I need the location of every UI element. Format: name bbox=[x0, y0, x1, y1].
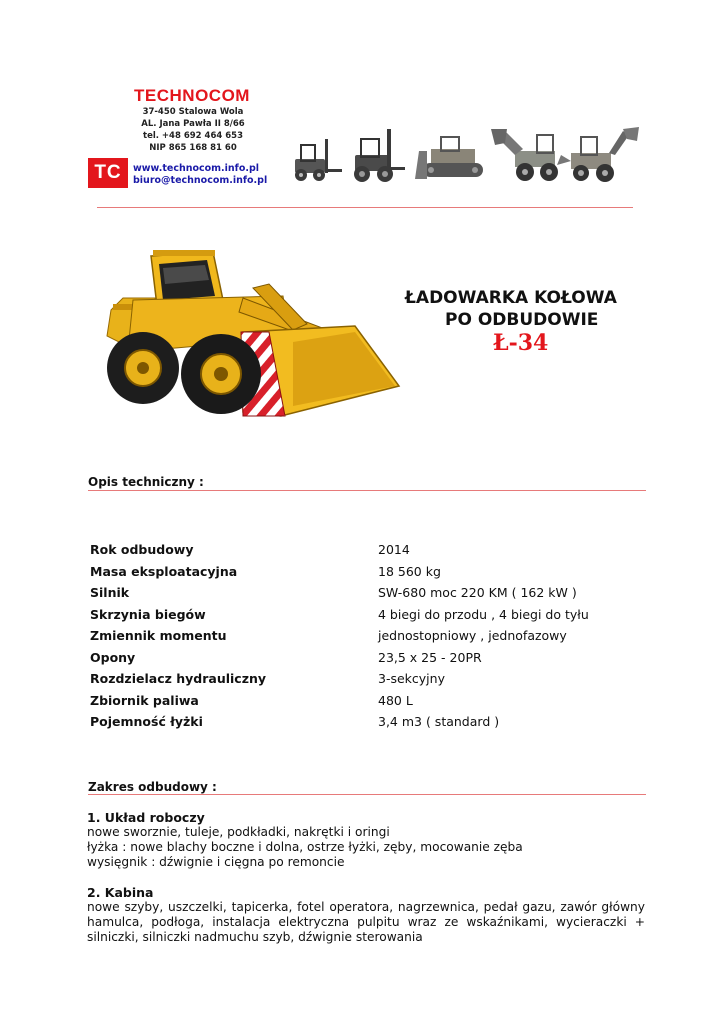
scope-section-cab bbox=[87, 885, 645, 945]
technical-divider bbox=[88, 490, 646, 491]
scope-paragraph: nowe szyby, uszczelki, tapicerka, fotel operatora, nagrzewnica, pedał gazu, zawór główny hamulca, podłoga, instalacja elektryczna pulpitu wraz ze wskaźnikami, wycieraczki + silniczki, silniczki nadmuchu szyb, dźwignie sterowania bbox=[87, 900, 645, 944]
spec-value: 3,4 m3 ( standard ) bbox=[378, 714, 500, 729]
address-line: 37-450 Stalowa Wola bbox=[142, 107, 244, 117]
scope-heading: Zakres odbudowy : bbox=[88, 780, 217, 794]
company-address bbox=[118, 106, 268, 154]
tc-logo: TC bbox=[88, 158, 128, 188]
spec-value: jednostopniowy , jednofazowy bbox=[378, 628, 567, 643]
wheel-loader-icon bbox=[491, 129, 558, 181]
scope-divider bbox=[88, 794, 646, 795]
address-line: tel. +48 692 464 653 bbox=[143, 131, 243, 141]
model-number: Ł-34 bbox=[493, 330, 549, 356]
product-title-line2: PO ODBUDOWIE bbox=[445, 310, 599, 330]
company-name: TECHNOCOM bbox=[134, 86, 250, 105]
spec-value: 4 biegi do przodu , 4 biegi do tyłu bbox=[378, 606, 589, 622]
spec-row bbox=[90, 693, 650, 715]
product-title-line1: ŁADOWARKA KOŁOWA bbox=[405, 288, 617, 308]
spec-row bbox=[90, 542, 650, 564]
scope-line: nowe sworznie, tuleje, podkładki, nakrętki i oringi bbox=[87, 825, 390, 839]
wheel-loader-photo bbox=[93, 240, 403, 422]
spec-row bbox=[90, 714, 650, 736]
spec-label: Pojemność łyżki bbox=[90, 714, 203, 729]
machinery-lineup-image bbox=[291, 125, 641, 187]
spec-label: Rok odbudowy bbox=[90, 542, 194, 557]
spec-label: Zmiennik momentu bbox=[90, 628, 227, 643]
contact-info bbox=[133, 163, 267, 187]
email-link[interactable]: biuro@technocom.info.pl bbox=[133, 175, 268, 186]
address-line: AL. Jana Pawła II 8/66 bbox=[141, 119, 245, 129]
bulldozer-icon bbox=[415, 137, 483, 179]
scope-line: łyżka : nowe blachy boczne i dolna, ostrze łyżki, zęby, mocowanie zęba bbox=[87, 840, 523, 854]
forklift-icon bbox=[295, 139, 342, 181]
header-divider bbox=[97, 207, 633, 208]
spec-label: Silnik bbox=[90, 585, 130, 600]
address-line: NIP 865 168 81 60 bbox=[149, 143, 237, 153]
spec-row bbox=[90, 607, 650, 629]
spec-label: Masa eksploatacyjna bbox=[90, 563, 238, 579]
spec-row bbox=[90, 650, 650, 672]
spec-row bbox=[90, 628, 650, 650]
spec-value: 480 L bbox=[378, 692, 413, 708]
backhoe-loader-icon bbox=[557, 127, 639, 182]
spec-label: Opony bbox=[90, 649, 136, 665]
scope-section-working-system bbox=[87, 810, 645, 870]
spec-label: Zbiornik paliwa bbox=[90, 692, 199, 708]
website-link[interactable]: www.technocom.info.pl bbox=[133, 163, 260, 174]
spec-label: Skrzynia biegów bbox=[90, 606, 206, 622]
scope-line: wysięgnik : dźwignie i cięgna po remoncie bbox=[87, 855, 345, 869]
spec-label: Rozdzielacz hydrauliczny bbox=[90, 671, 267, 686]
spec-row bbox=[90, 564, 650, 586]
spec-value: 23,5 x 25 - 20PR bbox=[378, 649, 482, 665]
spec-value: 2014 bbox=[378, 542, 410, 557]
spec-value: SW-680 moc 220 KM ( 162 kW ) bbox=[378, 585, 577, 600]
technical-heading: Opis techniczny : bbox=[88, 475, 204, 489]
spec-row bbox=[90, 585, 650, 607]
scope-section-title: 1. Układ roboczy bbox=[87, 810, 205, 825]
scope-section-title: 2. Kabina bbox=[87, 885, 154, 900]
spec-row bbox=[90, 671, 650, 693]
spec-table bbox=[90, 542, 650, 736]
spec-value: 18 560 kg bbox=[378, 563, 441, 579]
rough-terrain-forklift-icon bbox=[354, 129, 405, 182]
spec-value: 3-sekcyjny bbox=[378, 671, 445, 686]
